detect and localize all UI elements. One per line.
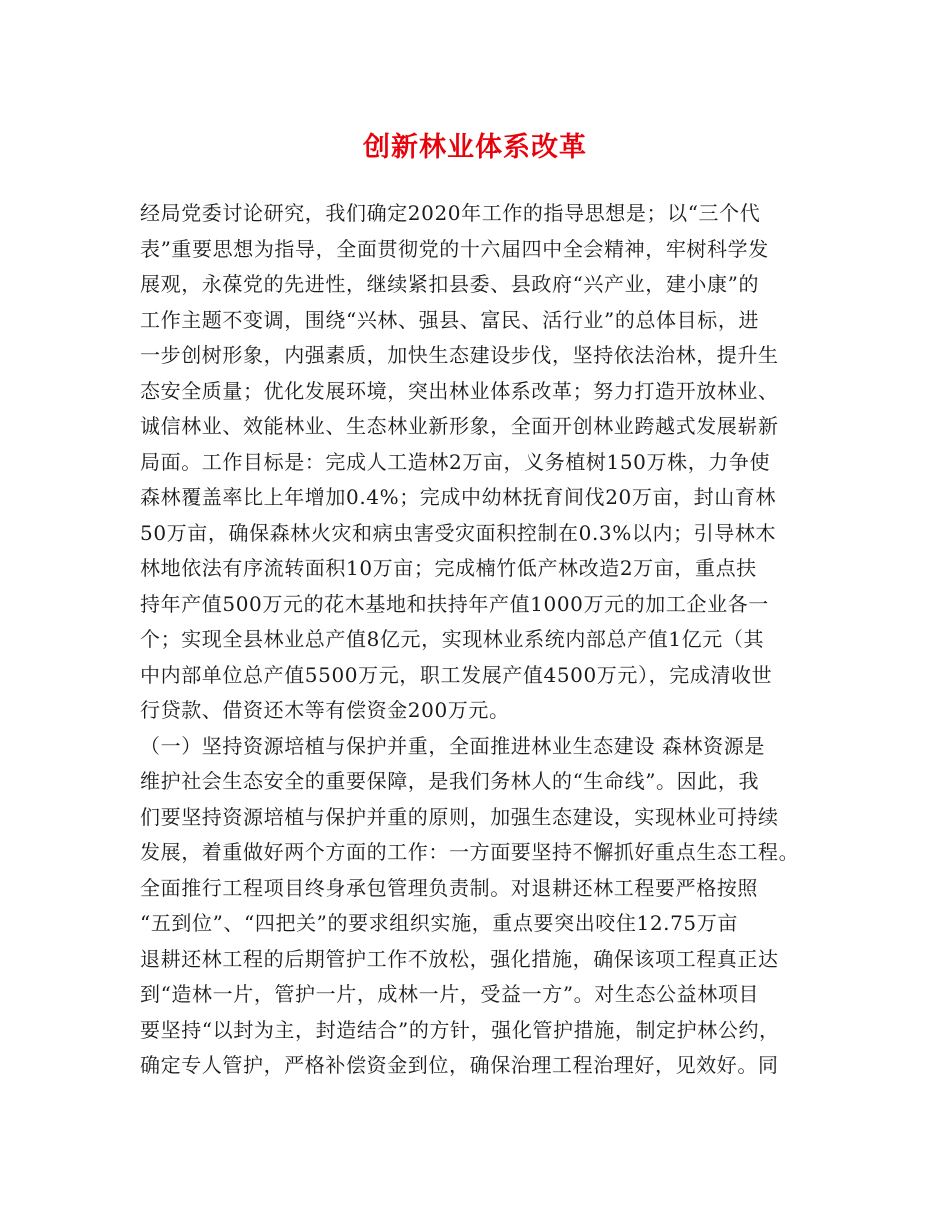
text-line: 诚信林业、效能林业、生态林业新形象，全面开创林业跨越式发展崭新 (140, 414, 779, 438)
document-body (140, 196, 830, 1084)
text-line: 维护社会生态安全的重要保障，是我们务林人的“生命线”。因此，我 (140, 769, 760, 793)
text-line: 展观，永葆党的先进性，继续紧扣县委、县政府“兴产业，建小康”的 (140, 272, 760, 296)
text-line: 中内部单位总产值5500万元，职工发展产值4500万元），完成清收世 (140, 662, 773, 687)
text-line: 要坚持“以封为主，封造结合”的方针，强化管护措施，制定护林公约， (140, 1017, 780, 1042)
text-line: 个；实现全县林业总产值8亿元，实现林业系统内部总产值1亿元（其 (140, 627, 765, 651)
document-title: 创新林业体系改革 (363, 132, 587, 163)
text-line: 经局党委讨论研究，我们确定2020年工作的指导思想是；以“三个代 (140, 201, 761, 225)
text-line: 行贷款、借资还木等有偿资金200万元。 (140, 698, 510, 722)
text-line: 态安全质量；优化发展环境，突出林业体系改革；努力打造开放林业、 (140, 378, 779, 403)
text-line: 50万亩，确保森林火灾和病虫害受灾面积控制在0.3%以内；引导林木 (140, 520, 777, 545)
text-line: 发展，着重做好两个方面的工作：一方面要坚持不懈抓好重点生态工程。 (140, 840, 800, 864)
text-line: 林地依法有序流转面积10万亩；完成楠竹低产林改造2万亩，重点扶 (140, 556, 757, 580)
text-line: 持年产值500万元的花木基地和扶持年产值1000万元的加工企业各一 (140, 591, 769, 616)
text-line: 工作主题不变调，围绕“兴林、强县、富民、活行业”的总体目标，进 (140, 307, 760, 332)
text-line: 到“造林一片，管护一片，成林一片，受益一方”。对生态公益林项目 (140, 982, 760, 1006)
text-line: 一步创树形象，内强素质，加快生态建设步伐，坚持依法治林，提升生 (140, 343, 779, 367)
text-line: （一）坚持资源培植与保护并重，全面推进林业生态建设 森林资源是 (140, 733, 765, 758)
text-line: 退耕还林工程的后期管护工作不放松，强化措施，确保该项工程真正达 (140, 946, 779, 971)
text-line: 森林覆盖率比上年增加0.4%；完成中幼林抚育间伐20万亩，封山育林 (140, 485, 777, 509)
text-line: 们要坚持资源培植与保护并重的原则，加强生态建设，实现林业可持续 (140, 804, 779, 829)
text-line: “五到位”、“四把关”的要求组织实施，重点要突出咬住12.75万亩 (140, 911, 738, 935)
text-line: 局面。工作目标是：完成人工造林2万亩，义务植树150万株，力争使 (140, 449, 771, 474)
text-line: 表”重要思想为指导，全面贯彻党的十六届四中全会精神，牢树科学发 (140, 236, 769, 261)
text-line: 全面推行工程项目终身承包管理负责制。对退耕还林工程要严格按照 (140, 875, 758, 900)
text-line: 确定专人管护，严格补偿资金到位，确保治理工程治理好，见效好。同 (140, 1053, 779, 1077)
